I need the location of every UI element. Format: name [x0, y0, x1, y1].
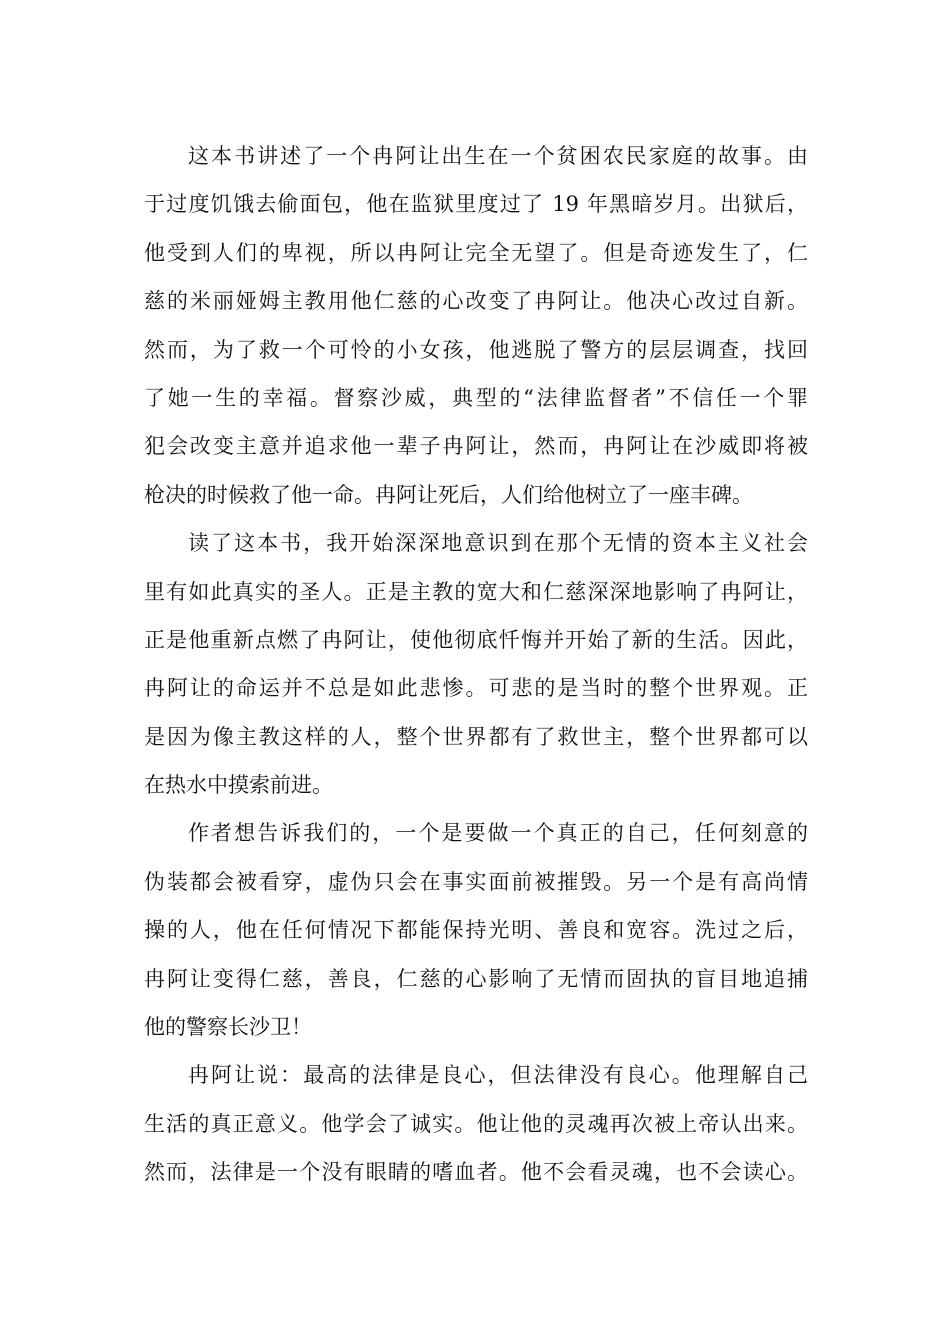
- text-line: 冉阿让的命运并不总是如此悲惨。可悲的是当时的整个世界观。正: [144, 676, 808, 701]
- text-line: 了她一生的幸福。督察沙威，典型的“法律监督者”不信任一个罪: [144, 385, 808, 410]
- text-line: 里有如此真实的圣人。正是主教的宽大和仁慈深深地影响了冉阿让，: [144, 579, 808, 604]
- text-line: 伪装都会被看穿，虚伪只会在事实面前被摧毁。另一个是有高尚情: [144, 869, 808, 894]
- text-line: 作者想告诉我们的，一个是要做一个真正的自己，任何刻意的: [188, 821, 808, 846]
- text-line: 是因为像主教这样的人，整个世界都有了救世主，整个世界都可以: [144, 724, 808, 749]
- text-line: 读了这本书，我开始深深地意识到在那个无情的资本主义社会: [188, 531, 808, 556]
- text-line: 这本书讲述了一个冉阿让出生在一个贫困农民家庭的故事。由: [188, 144, 808, 168]
- text-line: 在热水中摸索前进。: [144, 773, 333, 798]
- text-line: 然而，为了救一个可怜的小女孩，他逃脱了警方的层层调查，找回: [144, 337, 808, 362]
- document-body: [144, 132, 808, 1197]
- text-line: 他的警察长沙卫！: [144, 1015, 312, 1040]
- text-line: 冉阿让说：最高的法律是良心，但法律没有良心。他理解自己: [188, 1063, 808, 1088]
- text-line: 冉阿让变得仁慈，善良，仁慈的心影响了无情而固执的盲目地追捕: [144, 966, 808, 991]
- text-line: 于过度饥饿去偷面包，他在监狱里度过了 19 年黑暗岁月。出狱后，: [144, 192, 808, 217]
- text-line: 操的人，他在任何情况下都能保持光明、善良和宽容。洗过之后，: [144, 918, 808, 943]
- text-line: 生活的真正意义。他学会了诚实。他让他的灵魂再次被上帝认出来。: [144, 1111, 808, 1136]
- text-line: 犯会改变主意并追求他一辈子冉阿让，然而，冉阿让在沙威即将被: [144, 434, 808, 459]
- text-line: 正是他重新点燃了冉阿让，使他彻底忏悔并开始了新的生活。因此，: [144, 627, 808, 652]
- text-line: 枪决的时候救了他一命。冉阿让死后，人们给他树立了一座丰碑。: [144, 482, 753, 507]
- text-line: 然而，法律是一个没有眼睛的嗜血者。他不会看灵魂，也不会读心。: [144, 1160, 808, 1185]
- text-line: 他受到人们的卑视，所以冉阿让完全无望了。但是奇迹发生了，仁: [144, 240, 808, 265]
- text-line: 慈的米丽娅姆主教用他仁慈的心改变了冉阿让。他决心改过自新。: [144, 289, 808, 314]
